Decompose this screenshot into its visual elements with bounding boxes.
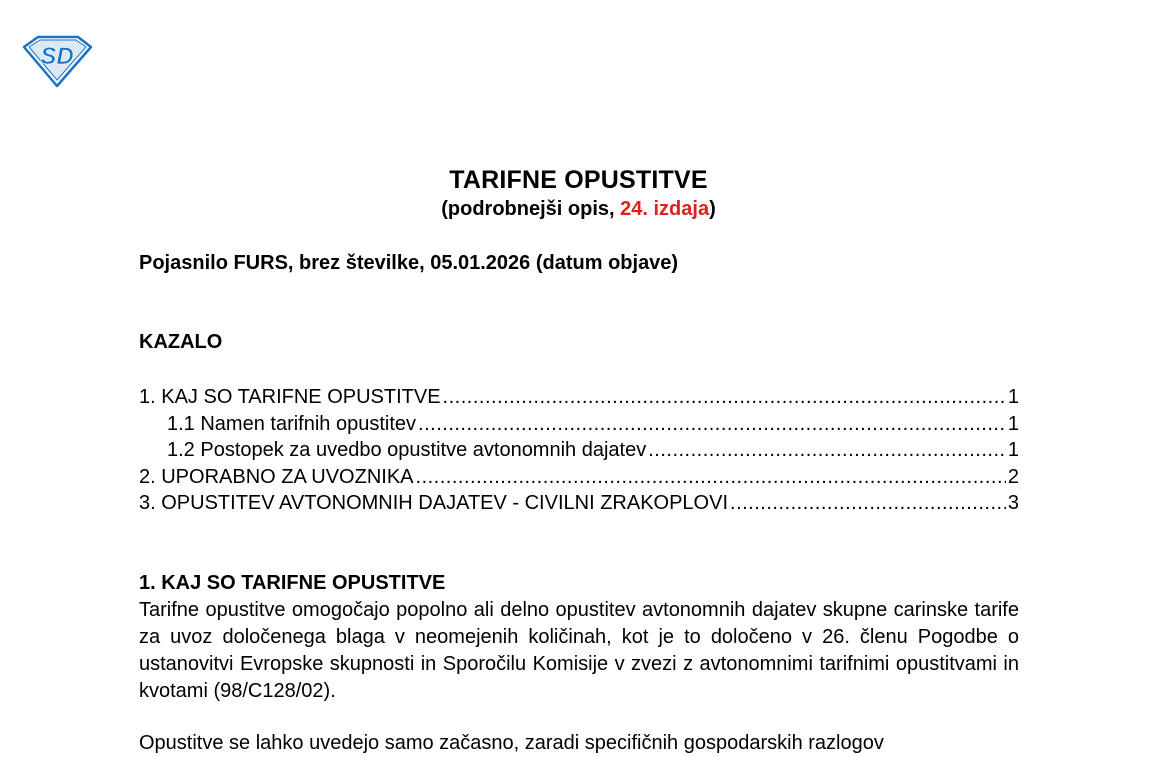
toc-entry-page: 1	[1007, 412, 1019, 435]
company-logo	[20, 33, 94, 89]
toc-entry-page: 2	[1007, 465, 1019, 488]
toc-entry-label: 1. KAJ SO TARIFNE OPUSTITVE	[139, 386, 441, 408]
edition-label: 24. izdaja	[620, 198, 710, 220]
toc-entry[interactable]	[139, 464, 1019, 491]
toc-entry[interactable]	[139, 411, 1019, 438]
document-subtitle	[0, 198, 1157, 221]
toc-entry-page: 1	[1007, 386, 1019, 408]
toc-entry-label: 1.2 Postopek za uvedbo opustitve avtonomnih dajatev	[167, 439, 647, 461]
toc-entry-page: 1	[1007, 439, 1019, 461]
toc-entry-page: 3	[1007, 492, 1019, 514]
toc-leader-dots	[648, 437, 1006, 464]
toc-entry-label: 2. UPORABNO ZA UVOZNIKA	[139, 465, 414, 488]
subtitle-close: )	[709, 198, 716, 220]
toc-leader-dots	[416, 464, 1006, 491]
toc-entry-label: 1.1 Namen tarifnih opustitev	[167, 412, 417, 435]
toc-heading: KAZALO	[139, 331, 223, 353]
toc-entry-label: 3. OPUSTITEV AVTONOMNIH DAJATEV - CIVILNI ZRAKOPLOVI	[139, 492, 729, 514]
toc-leader-dots	[730, 490, 1006, 517]
document-title: TARIFNE OPUSTITVE	[449, 166, 708, 194]
logo-text: SD	[40, 43, 74, 70]
section-paragraph: Tarifne opustitve omogočajo popolno ali delno opustitev avtonomnih dajatev skupne carinske tarife za uvoz določenega blaga v neomejenih količinah, kot je to določeno v 26. členu Pogodbe o ustanovitvi Evropske skupnosti in Sporočilu Komisije v zvezi z avtonomnimi tarifnimi opustitvami in kvotami (98/C128/02).	[139, 599, 1019, 702]
document-reference: Pojasnilo FURS, brez številke, 05.01.2026 (datum objave)	[139, 252, 679, 274]
toc-entry[interactable]	[139, 384, 1019, 411]
sd-diamond-logo-icon	[20, 33, 94, 89]
table-of-contents	[139, 384, 1019, 517]
subtitle-open: (podrobnejši opis,	[441, 198, 621, 220]
toc-entry[interactable]	[139, 490, 1019, 517]
toc-entry[interactable]	[139, 437, 1019, 464]
toc-leader-dots	[443, 384, 1006, 411]
section-heading: 1. KAJ SO TARIFNE OPUSTITVE	[139, 572, 446, 594]
section-paragraph: Opustitve se lahko uvedejo samo začasno, zaradi specifičnih gospodarskih razlogov	[139, 732, 884, 754]
toc-leader-dots	[418, 411, 1006, 438]
